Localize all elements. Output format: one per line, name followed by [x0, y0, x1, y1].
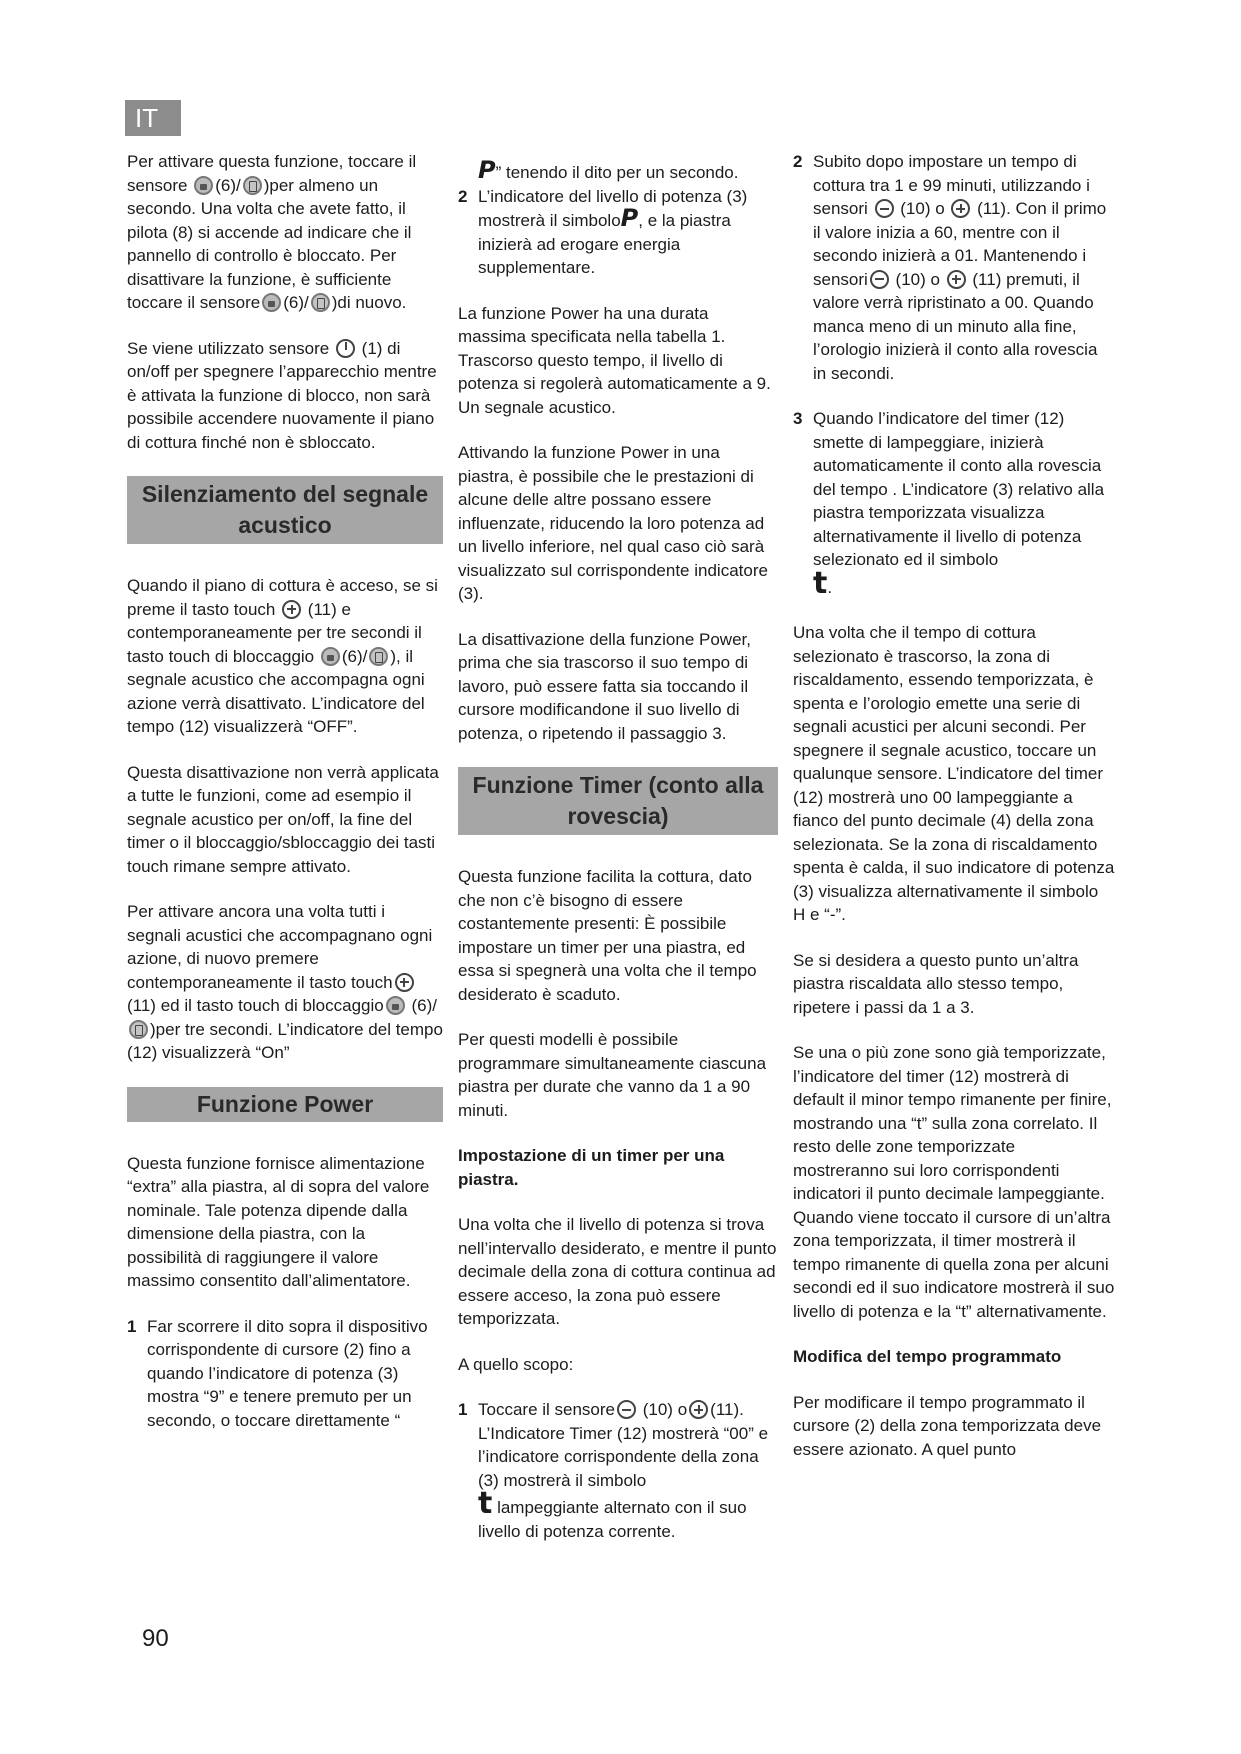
p-symbol-glyph: P	[478, 156, 496, 184]
key-lock-icon	[369, 647, 388, 666]
plus-icon	[395, 973, 414, 992]
lock-icon	[321, 647, 340, 666]
column-3	[793, 150, 1115, 1483]
power-duration-paragraph: La funzione Power ha una durata massima specificata nella tabella 1. Trascorso questo tempo, il livello di potenza si regolerà automaticamente a 9. Un segnale acustico.	[458, 303, 771, 417]
another-zone-paragraph: Se si desidera a questo punto un’altra piastra riscaldata allo stesso tempo, ripetere i passi da 1 a 3.	[793, 950, 1079, 1017]
column-2	[458, 156, 778, 1565]
p-symbol-glyph: P	[620, 204, 639, 232]
power-step-1	[127, 1315, 443, 1433]
section-heading-silence: Silenziamento del segnale acustico	[127, 476, 443, 544]
column-1	[127, 150, 443, 1454]
timer-step-3	[793, 407, 1115, 599]
reactivate-sound-paragraph: Per attivare ancora una volta tutti i segnali acustici che accompagnano ogni azione, di nuovo premere contemporaneamente il tasto touch (11) ed il tasto touch di bloccaggio (6)/)per tre secondi. L’indicatore del tempo (12) visualizzerà “On”	[127, 902, 443, 1062]
timer-step-2	[793, 150, 1115, 385]
modify-time-paragraph: Per modificare il tempo programmato il cursore (2) della zona temporizzata deve essere azionato. A quel punto	[793, 1392, 1102, 1459]
timer-intro-paragraph: A quello scopo:	[458, 1354, 574, 1374]
silence-paragraph: Quando il piano di cottura è acceso, se si preme il tasto touch (11) e contemporaneamente per tre secondi il tasto touch di bloccaggio (6)/ ), il segnale acustico che accompagna ogni azione verrà disattivato. L’indicatore del tempo (12) visualizzerà “OFF”.	[127, 576, 438, 736]
modify-time-subheading: Modifica del tempo programmato	[793, 1347, 1062, 1366]
step-text: Toccare il sensore (10) o (11). L’Indicatore Timer (12) mostrerà “00” e l’indicatore corrispondente della zona (3) mostrerà il simbolo t lampeggiante alternato con il suo livello di potenza corrente.	[478, 1400, 769, 1541]
lock-icon	[262, 293, 281, 312]
lock-activation-paragraph: Per attivare questa funzione, toccare il sensore (6)/ )per almeno un secondo. Una volta che avete fatto, il pilota (8) si accende ad indicare che il pannello di controllo è bloccato. Per disattivare la funzione, è sufficiente toccare il sensore (6)/ )di nuovo.	[127, 152, 417, 312]
step-text: Subito dopo impostare un tempo di cottura tra 1 e 99 minuti, utilizzando i sensori (10) o (11). Con il primo il valore inizia a 60, mentre con il secondo inizierà a 01. Mantenendo i sensori (10) o (11) premuti, il valore verrà ripristinato a 00. Quando manca meno di un minuto alla fine, l’orologio inizierà il conto alla rovescia in secondi.	[813, 152, 1107, 383]
step-number: 1	[458, 1400, 468, 1419]
minus-icon	[875, 199, 894, 218]
step-text: L’indicatore del livello di potenza (3) mostrerà il simboloP, e la piastra inizierà ad erogare energia supplementare.	[478, 186, 748, 277]
power-off-lock-paragraph: Se viene utilizzato sensore (1) di on/off per spegnere l’apparecchio mentre è attivata la funzione di blocco, non sarà possibile accendere nuovamente il piano di cottura finché non è sbloccato.	[127, 338, 437, 452]
key-lock-icon	[311, 293, 330, 312]
power-icon	[336, 339, 355, 358]
power-step-2	[458, 185, 778, 280]
plus-icon	[951, 199, 970, 218]
minus-icon	[617, 1400, 636, 1419]
plus-icon	[689, 1400, 708, 1419]
plus-icon	[947, 270, 966, 289]
t-symbol-glyph: t	[813, 565, 828, 601]
step-text: Quando l’indicatore del timer (12) smette di lampeggiare, inizierà automaticamente il conto alla rovescia del tempo . L’indicatore (3) relativo alla piastra temporizzata visualizza alternativamente il livello di potenza selezionato ed il simbolo t.	[813, 409, 1105, 601]
section-heading-power: Funzione Power	[127, 1087, 443, 1122]
power-description-paragraph: Questa funzione fornisce alimentazione “extra” alla piastra, al di sopra del valore nominale. Tale potenza dipende dalla dimensione della piastra, con la possibilità di raggiungere il valore massimo consentito dall’alimentatore.	[127, 1153, 430, 1290]
t-symbol-glyph: t	[478, 1486, 493, 1521]
section-heading-timer: Funzione Timer (conto alla rovescia)	[458, 767, 778, 835]
step-number: 3	[793, 409, 803, 428]
step-number: 2	[793, 152, 803, 171]
lock-icon	[194, 176, 213, 195]
minus-icon	[870, 270, 889, 289]
power-deactivation-paragraph: La disattivazione della funzione Power, prima che sia trascorso il suo tempo di lavoro, può essere fatta sia toccando il cursore modificandone il suo livello di potenza, o ripetendo il passaggio 3.	[458, 629, 751, 743]
timer-description-paragraph: Questa funzione facilita la cottura, dato che non c’è bisogno di essere costantemente presenti: È possibile impostare un timer per una piastra, ed essa si spegnerà una volta che il tempo desiderato è scaduto.	[458, 867, 757, 1004]
key-lock-icon	[243, 176, 262, 195]
silence-exceptions-paragraph: Questa disattivazione non verrà applicata a tutte le funzioni, come ad esempio il segnale acustico per on/off, la fine del timer o il bloccaggio/sbloccaggio dei tasti touch rimane sempre attivato.	[127, 762, 439, 876]
step-number: 2	[458, 186, 468, 206]
power-influence-paragraph: Attivando la funzione Power in una piastra, è possibile che le prestazioni di alcune delle altre possano essere influenzate, riducendo la loro potenza ad un livello inferiore, nel qual caso ciò sarà visualizzato sul corrispondente indicatore (3).	[458, 443, 768, 603]
page-number: 90	[142, 1625, 169, 1652]
step-number: 1	[127, 1316, 137, 1336]
timer-setup-subheading: Impostazione di un timer per una piastra.	[458, 1146, 725, 1189]
lock-icon	[386, 996, 405, 1015]
plus-icon	[282, 600, 301, 619]
timer-condition-paragraph: Una volta che il livello di potenza si trova nell’intervallo desiderato, e mentre il punto decimale della zona di cottura continua ad essere acceso, la zona può essere temporizzata.	[458, 1215, 777, 1328]
language-tab	[125, 100, 181, 136]
step-text: Far scorrere il dito sopra il dispositivo corrispondente di cursore (2) fino a quando l’indicatore di potenza (3) mostra “9” e tenere premuto per un secondo, o toccare direttamente “	[147, 1316, 428, 1430]
timer-step-1	[458, 1398, 778, 1543]
key-lock-icon	[129, 1020, 148, 1039]
timer-end-paragraph: Una volta che il tempo di cottura selezionato è trascorso, la zona di riscaldamento, essendo temporizzata, è spenta e l’orologio emette una serie di segnali acustici per alcuni secondi. Per spegnere il segnale acustico, toccare un qualunque sensore. L’indicatore del timer (12) mostrerà uno 00 lampeggiante a fianco del punto decimale (4) della zona selezionata. Se la zona di riscaldamento spenta è calda, il suo indicatore di potenza (3) visualizza alternativamente il simbolo H e “-”.	[793, 623, 1115, 924]
multiple-zones-paragraph: Se una o più zone sono già temporizzate, l’indicatore del timer (12) mostrerà di default il minor tempo rimanente per finire, mostrando una “t” sulla zona correlato. Il resto delle zone temporizzate mostreranno sui loro corrispondenti indicatori il punto decimale lampeggiante. Quando viene toccato il cursore di un’altra zona temporizzata, il timer mostrerà il tempo rimanente di quella zona per alcuni secondi ed il suo indicatore mostrerà il suo livello di potenza e la “t” alternativamente.	[793, 1043, 1115, 1321]
power-step-1-continued: P” tenendo il dito per un secondo.	[478, 156, 739, 184]
timer-range-paragraph: Per questi modelli è possibile programmare simultaneamente ciascuna piastra per durate che vanno da 1 a 90 minuti.	[458, 1030, 767, 1120]
language-code: IT	[135, 103, 159, 133]
